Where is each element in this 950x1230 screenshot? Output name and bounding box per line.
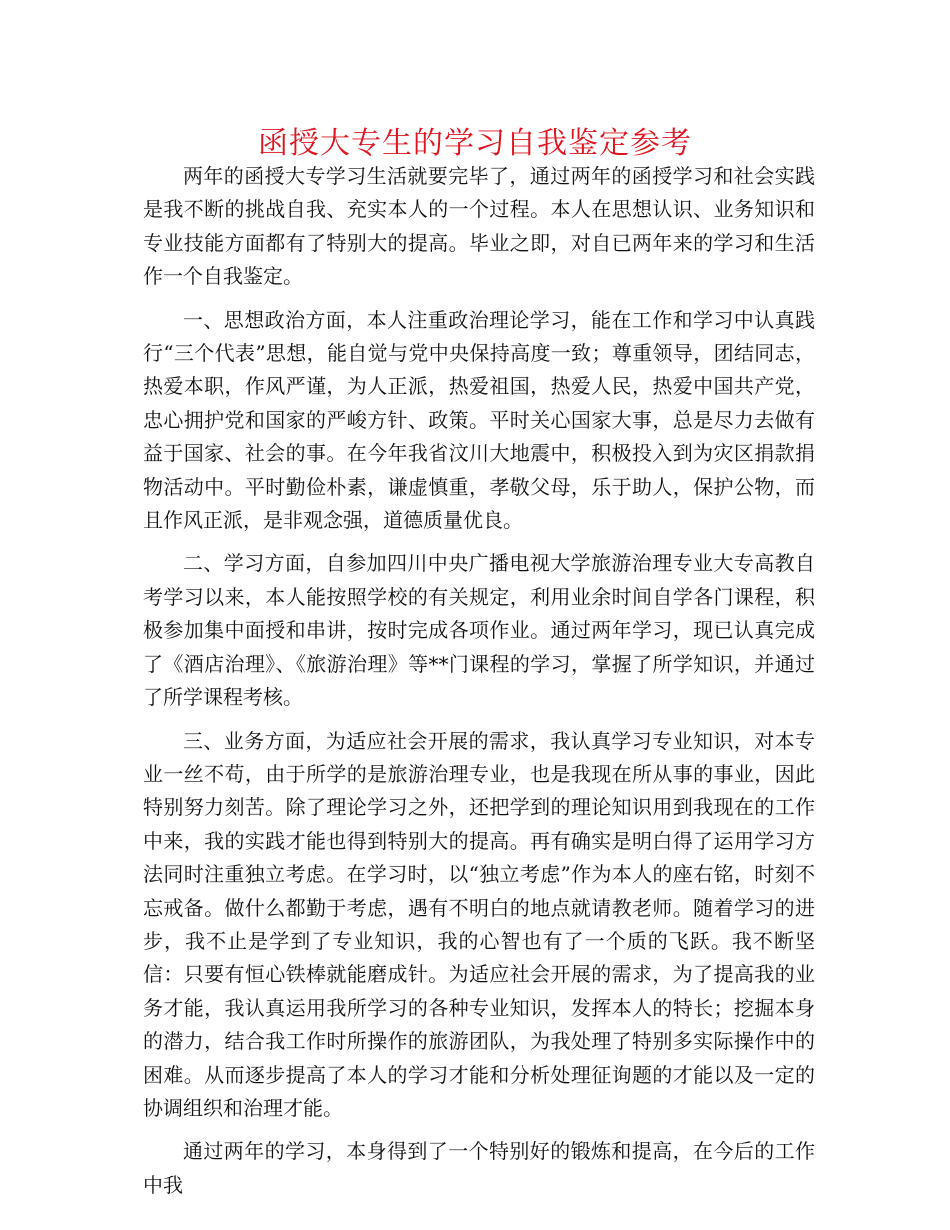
document-body (143, 160, 815, 1212)
document-title: 函授大专生的学习自我鉴定参考 (258, 126, 692, 161)
paragraph-study: 二、学习方面，自参加四川中央广播电视大学旅游治理专业大专高教自考学习以来，本人能按照学校的有关规定，利用业余时间自学各门课程，积极参加集中面授和串讲，按时完成各项作业。通过两年学习，现已认真完成了《酒店治理》、《旅游治理》等**门课程的学习，掌握了所学知识，并通过了所学课程考核。 (143, 551, 815, 710)
paragraph-intro: 两年的函授大专学习生活就要完毕了，通过两年的函授学习和社会实践是我不断的挑战自我、充实本人的一个过程。本人在思想认识、业务知识和专业技能方面都有了特别大的提高。毕业之即，对自已两年来的学习和生活作一个自我鉴定。 (143, 164, 815, 289)
paragraph-business: 三、业务方面，为适应社会开展的需求，我认真学习专业知识，对本专业一丝不苟，由于所学的是旅游治理专业，也是我现在所从事的事业，因此特别努力刻苦。除了理论学习之外，还把学到的理论知识用到我现在的工作中来，我的实践才能也得到特别大的提高。再有确实是明白得了运用学习方法同时注重独立考虑。在学习时，以“独立考虑”作为本人的座右铭，时刻不忘戒备。做什么都勤于考虑，遇有不明白的地点就请教老师。随着学习的进步，我不止是学到了专业知识，我的心智也有了一个质的飞跃。我不断坚信：只要有恒心铁棒就能磨成针。为适应社会开展的需求，为了提高我的业务才能，我认真运用我所学习的各种专业知识，发挥本人的特长；挖掘本身的潜力，结合我工作时所操作的旅游团队，为我处理了特别多实际操作中的困难。从而逐步提高了本人的学习才能和分析处理征询题的才能以及一定的协调组织和治理才能。 (143, 728, 815, 1120)
paragraph-conclusion: 通过两年的学习，本身得到了一个特别好的锻炼和提高，在今后的工作中我 (143, 1139, 815, 1197)
paragraph-politics: 一、思想政治方面，本人注重政治理论学习，能在工作和学习中认真践行“三个代表”思想，能自觉与党中央保持高度一致；尊重领导，团结同志，热爱本职，作风严谨，为人正派，热爱祖国，热爱人民，热爱中国共产党，忠心拥护党和国家的严峻方针、政策。平时关心国家大事，总是尽力去做有益于国家、社会的事。在今年我省汶川大地震中，积极投入到为灾区捐款捐物活动中。平时勤俭朴素，谦虚慎重，孝敬父母，乐于助人，保护公物，而且作风正派，是非观念强，道德质量优良。 (143, 307, 815, 533)
